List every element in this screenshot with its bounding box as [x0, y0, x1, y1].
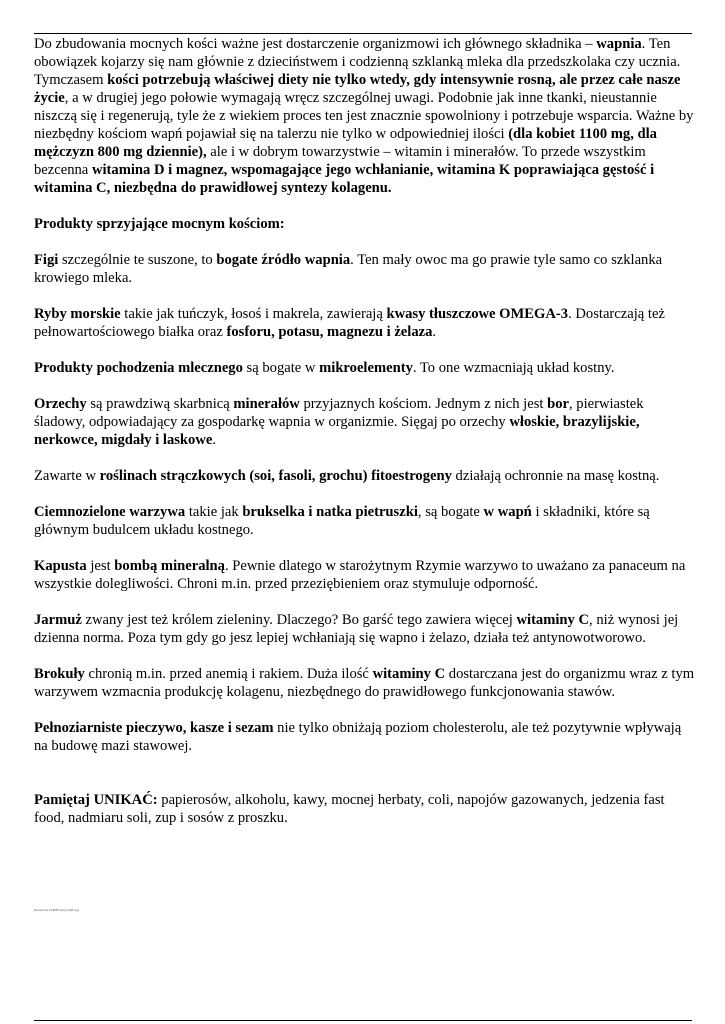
text: . Ten mały owoc ma go prawie tyle samo co szklanka krowiego mleka. — [34, 252, 663, 286]
bold-text: witaminy C — [372, 666, 446, 682]
paragraph — [34, 359, 696, 377]
bold-text: fosforu, potasu, magnezu i żelaza — [226, 324, 433, 340]
bold-text: Kapusta — [34, 558, 87, 574]
text: działają ochronnie na masę kostną. — [451, 468, 660, 484]
text: ale i w dobrym towarzystwie – witamin i minerałów. To przede wszystkim bezcenna — [34, 144, 646, 178]
text: . — [432, 324, 437, 340]
text: chronią m.in. przed anemią i rakiem. Duża ilość — [84, 666, 373, 682]
text: . Pewnie dlatego w starożytnym Rzymie warzywo to uważano za panaceum na wszystkie dolegliwości. Chroni m.in. przed przeziębieniem oraz stymuluje odporność. — [34, 558, 686, 592]
bold-text: Figi — [34, 252, 59, 268]
text: , są bogate — [417, 504, 484, 520]
bottom-rule — [34, 1020, 692, 1021]
bold-text: Produkty pochodzenia mlecznego — [34, 360, 243, 376]
text: Do zbudowania mocnych kości ważne jest dostarczenie organizmowi ich głównego składnika – — [34, 36, 597, 52]
paragraph — [34, 791, 696, 827]
paragraph — [34, 611, 696, 647]
text: zwany jest też królem zieleniny. Dlaczego? Bo garść tego zawiera więcej — [81, 612, 517, 628]
text: . — [212, 432, 217, 448]
bold-text: Ciemnozielone warzywa — [34, 504, 186, 520]
text: nie tylko obniżają poziom cholesterolu, ale też pozytywnie wpływają na budowę mazi stawowej. — [34, 720, 682, 754]
text: są prawdziwą skarbnicą — [86, 396, 234, 412]
text: jest — [86, 558, 115, 574]
bold-text: minerałów — [233, 396, 300, 412]
bold-text: włoskie, brazylijskie, nerkowce, migdały i laskowe — [34, 414, 640, 448]
text: dostarczana jest do organizmu wraz z tym warzywem wzmacnia produkcję kolagenu, niezbędnego do prawidłowego funkcjonowania stawów. — [34, 666, 695, 700]
paragraph — [34, 35, 696, 197]
text: są bogate w — [242, 360, 320, 376]
paragraph — [34, 251, 696, 287]
paragraph — [34, 665, 696, 701]
text: takie jak — [185, 504, 243, 520]
bold-text: bor — [547, 396, 569, 412]
bold-text: bogate źródło wapnia — [216, 252, 351, 268]
bold-text: Jarmuż — [34, 612, 82, 628]
bold-text: brukselka i natka pietruszki — [242, 504, 418, 520]
bold-text: Produkty sprzyjające mocnym kościom: — [34, 216, 285, 232]
text: przyjaznych kościom. Jednym z nich jest — [299, 396, 548, 412]
text: , niż wynosi jej dzienna norma. Poza tym gdy go jesz lepiej wchłaniają się wapno i żelazo, działa też antynowotworowo. — [34, 612, 679, 646]
text: szczególnie te suszone, to — [58, 252, 217, 268]
bold-text: Ryby morskie — [34, 306, 121, 322]
bold-text: mikroelementy — [319, 360, 413, 376]
document-body — [34, 35, 696, 845]
paragraph — [34, 395, 696, 449]
text: , pierwiastek śladowy, odpowiadający za gospodarkę wapnia w organizmie. Sięgaj po orzechy — [34, 396, 644, 430]
bold-text: Orzechy — [34, 396, 87, 412]
bold-text: Pełnoziarniste pieczywo, kasze i sezam — [34, 720, 274, 736]
text: papierosów, alkoholu, kawy, mocnej herbaty, coli, napojów gazowanych, jedzenia fast food, nadmiaru soli, zup i sosów z proszku. — [34, 792, 665, 826]
bold-text: wapnia — [596, 36, 642, 52]
bold-text: w wapń — [483, 504, 532, 520]
paragraph — [34, 305, 696, 341]
text: . Ten obowiązek kojarzy się nam głównie z dzieciństwem i codzienną szklanką mleka dla przedszkolaka czy ucznia. Tymczasem — [34, 36, 681, 88]
bold-text: kwasy tłuszczowe OMEGA-3 — [386, 306, 569, 322]
text: , a w drugiej jego połowie wymagają wręcz szczególnej uwagi. Podobnie jak inne tkanki, nieustannie niszczą się i regenerują, tyle że z wiekiem proces ten jest znacznie spowolniony i potrzebuje wsparcia. Ważne by niezbędny kościom wapń pojawiał się na talerzu nie tylko w odpowiedniej ilości — [34, 90, 694, 142]
text: i składniki, które są głównym budulcem układu kostnego. — [34, 504, 650, 538]
bold-text: Pamiętaj UNIKAĆ: — [34, 792, 158, 808]
top-rule — [34, 33, 692, 34]
text: Zawarte w — [34, 468, 100, 484]
footer-note: Powered by TCPDF (www.tcpdf.org) — [34, 908, 79, 912]
bold-text: (dla kobiet 1100 mg, dla mężczyzn 800 mg dziennie), — [34, 126, 657, 160]
paragraph — [34, 719, 696, 755]
paragraph — [34, 503, 696, 539]
bold-text: witaminy C — [516, 612, 590, 628]
text: . Dostarczają też pełnowartościowego białka oraz — [34, 306, 665, 340]
bold-text: roślinach strączkowych (soi, fasoli, grochu) fitoestrogeny — [99, 468, 452, 484]
paragraph — [34, 467, 696, 485]
bold-text: witamina D i magnez, wspomagające jego wchłanianie, witamina K poprawiająca gęstość i witamina C, niezbędna do prawidłowej syntezy kolagenu. — [34, 162, 655, 196]
bold-text: bombą mineralną — [114, 558, 225, 574]
paragraph — [34, 557, 696, 593]
text: takie jak tuńczyk, łosoś i makrela, zawierają — [120, 306, 387, 322]
bold-text: kości potrzebują właściwej diety nie tylko wtedy, gdy intensywnie rosną, ale przez całe nasze życie — [34, 72, 681, 106]
text: . To one wzmacniają układ kostny. — [412, 360, 615, 376]
paragraph — [34, 215, 696, 233]
bold-text: Brokuły — [34, 666, 85, 682]
